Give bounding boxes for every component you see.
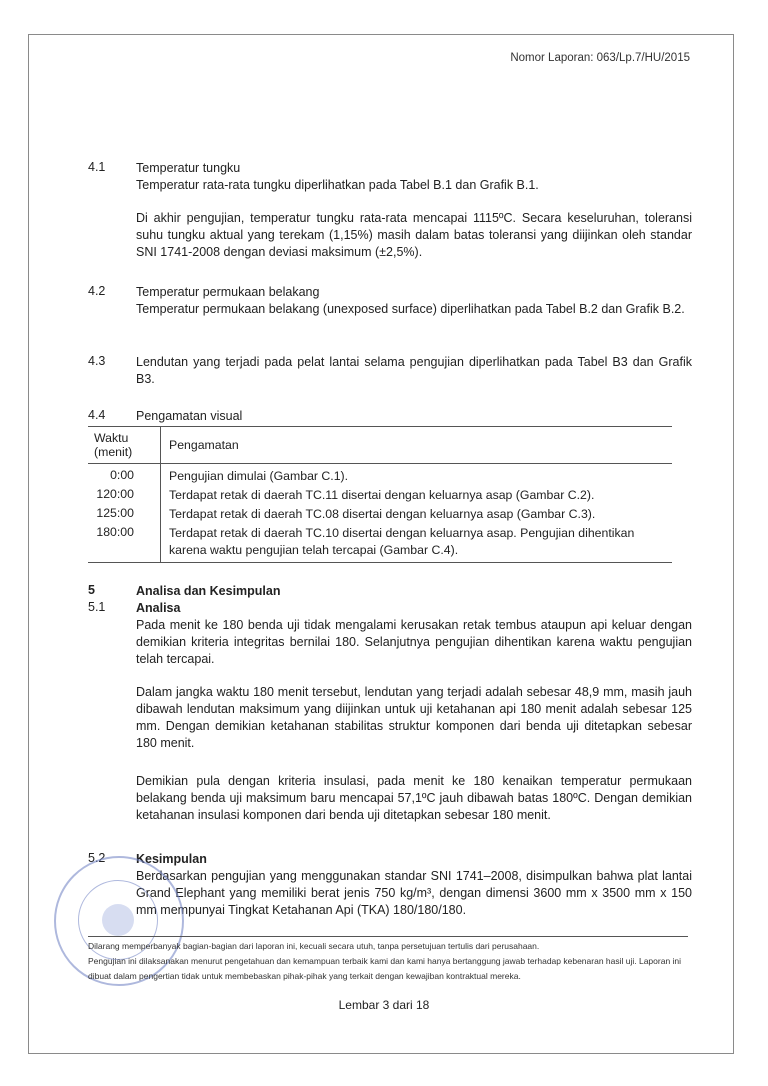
- paragraph: Lendutan yang terjadi pada pelat lantai selama pengujian diperlihatkan pada Tabel B3 dan Grafik B3.: [136, 355, 692, 386]
- section-title: Kesimpulan: [136, 852, 207, 866]
- section-title: Pengamatan visual: [136, 409, 243, 423]
- section-number: 4.1: [88, 160, 106, 174]
- footer-disclaimer: [88, 936, 688, 984]
- section-number: 5.2: [88, 851, 106, 865]
- observation-cell: Terdapat retak di daerah TC.08 disertai dengan keluarnya asap (Gambar C.3).: [169, 507, 596, 521]
- disclaimer-line: Pengujian ini dilaksanakan menurut pengetahuan dan kemampuan terbaik kami dan kami hanya bertanggung jawab terhadap kebenaran hasil uji. Laporan ini dibuat dalam pengertian tidak untuk membebaskan pihak-pihak yang terkait dengan kewajiban kontraktual mereka.: [88, 956, 682, 981]
- section-number: 5: [88, 583, 95, 597]
- section-line: Temperatur rata-rata tungku diperlihatkan pada Tabel B.1 dan Grafik B.1.: [136, 178, 539, 192]
- section-title: Analisa dan Kesimpulan: [136, 584, 281, 598]
- section-number: 4.2: [88, 284, 106, 298]
- observation-cell: Terdapat retak di daerah TC.10 disertai dengan keluarnya asap. Pengujian dihentikan karena waktu pengujian telah tercapai (Gambar C.4).: [169, 526, 635, 557]
- observation-cell: Pengujian dimulai (Gambar C.1).: [169, 469, 349, 483]
- report-number: Nomor Laporan: 063/Lp.7/HU/2015: [510, 52, 690, 64]
- table-row: [88, 505, 672, 524]
- observation-table: [88, 426, 672, 563]
- table-row: [88, 486, 672, 505]
- section-number: 5.1: [88, 600, 106, 614]
- table-header-row: [88, 427, 672, 464]
- section-title: Analisa: [136, 601, 181, 615]
- paragraph: Demikian pula dengan kriteria insulasi, pada menit ke 180 kenaikan temperatur permukaan belakang benda uji maksimum baru mencapai 57,1ºC jauh dibawah batas 180ºC. Dengan demikian ketahanan insulasi komponen dari benda uji ditetapkan sebesar 180 menit.: [136, 774, 692, 822]
- observation-cell: Terdapat retak di daerah TC.11 disertai dengan keluarnya asap (Gambar C.2).: [169, 488, 595, 502]
- time-cell: 180:00: [88, 524, 161, 563]
- emblem-icon: [102, 904, 134, 936]
- paragraph: Dalam jangka waktu 180 menit tersebut, lendutan yang terjadi adalah sebesar 48,9 mm, masih jauh dibawah lendutan maksimum yang diijinkan untuk uji ketahanan api 180 menit adalah sebesar 125 mm. Dengan demikian ketahanan stabilitas struktur komponen dari benda uji ditetapkan sebesar 180 menit.: [136, 685, 692, 750]
- table-row: [88, 464, 672, 487]
- section-title: Temperatur permukaan belakang: [136, 285, 320, 299]
- column-header-observation: Pengamatan: [169, 438, 239, 452]
- table-row: [88, 524, 672, 563]
- section-number: 4.4: [88, 408, 106, 422]
- paragraph: Di akhir pengujian, temperatur tungku rata-rata mencapai 1115ºC. Secara keseluruhan, toleransi suhu tungku aktual yang terekam (1,15%) masih dalam batas toleransi yang diijinkan oleh standar SNI 1741-2008 dengan deviasi maksimum (±2,5%).: [136, 211, 692, 259]
- time-cell: 125:00: [88, 505, 161, 524]
- column-header-time: Waktu (menit): [88, 427, 161, 464]
- section-title: Temperatur tungku: [136, 161, 241, 175]
- time-cell: 0:00: [88, 464, 161, 487]
- page-number: Lembar 3 dari 18: [338, 998, 430, 1012]
- paragraph: Pada menit ke 180 benda uji tidak mengalami kerusakan retak tembus ataupun api keluar dengan demikian kriteria integritas bernilai 180. Selanjutnya pengujian dihentikan karena waktu pengujian telah tercapai.: [136, 618, 692, 666]
- paragraph: Temperatur permukaan belakang (unexposed surface) diperlihatkan pada Tabel B.2 dan Grafik B.2.: [136, 302, 685, 316]
- disclaimer-line: Dilarang memperbanyak bagian-bagian dari laporan ini, kecuali secara utuh, tanpa persetujuan tertulis dari perusahaan.: [88, 941, 540, 951]
- section-number: 4.3: [88, 354, 106, 368]
- paragraph: Berdasarkan pengujian yang menggunakan standar SNI 1741–2008, disimpulkan bahwa plat lantai Grand Elephant yang memiliki berat jenis 750 kg/m³, dengan dimensi 3600 mm x 3500 mm x 150 mm mempunyai Tingkat Ketahanan Api (TKA) 180/180/180.: [136, 869, 692, 917]
- time-cell: 120:00: [88, 486, 161, 505]
